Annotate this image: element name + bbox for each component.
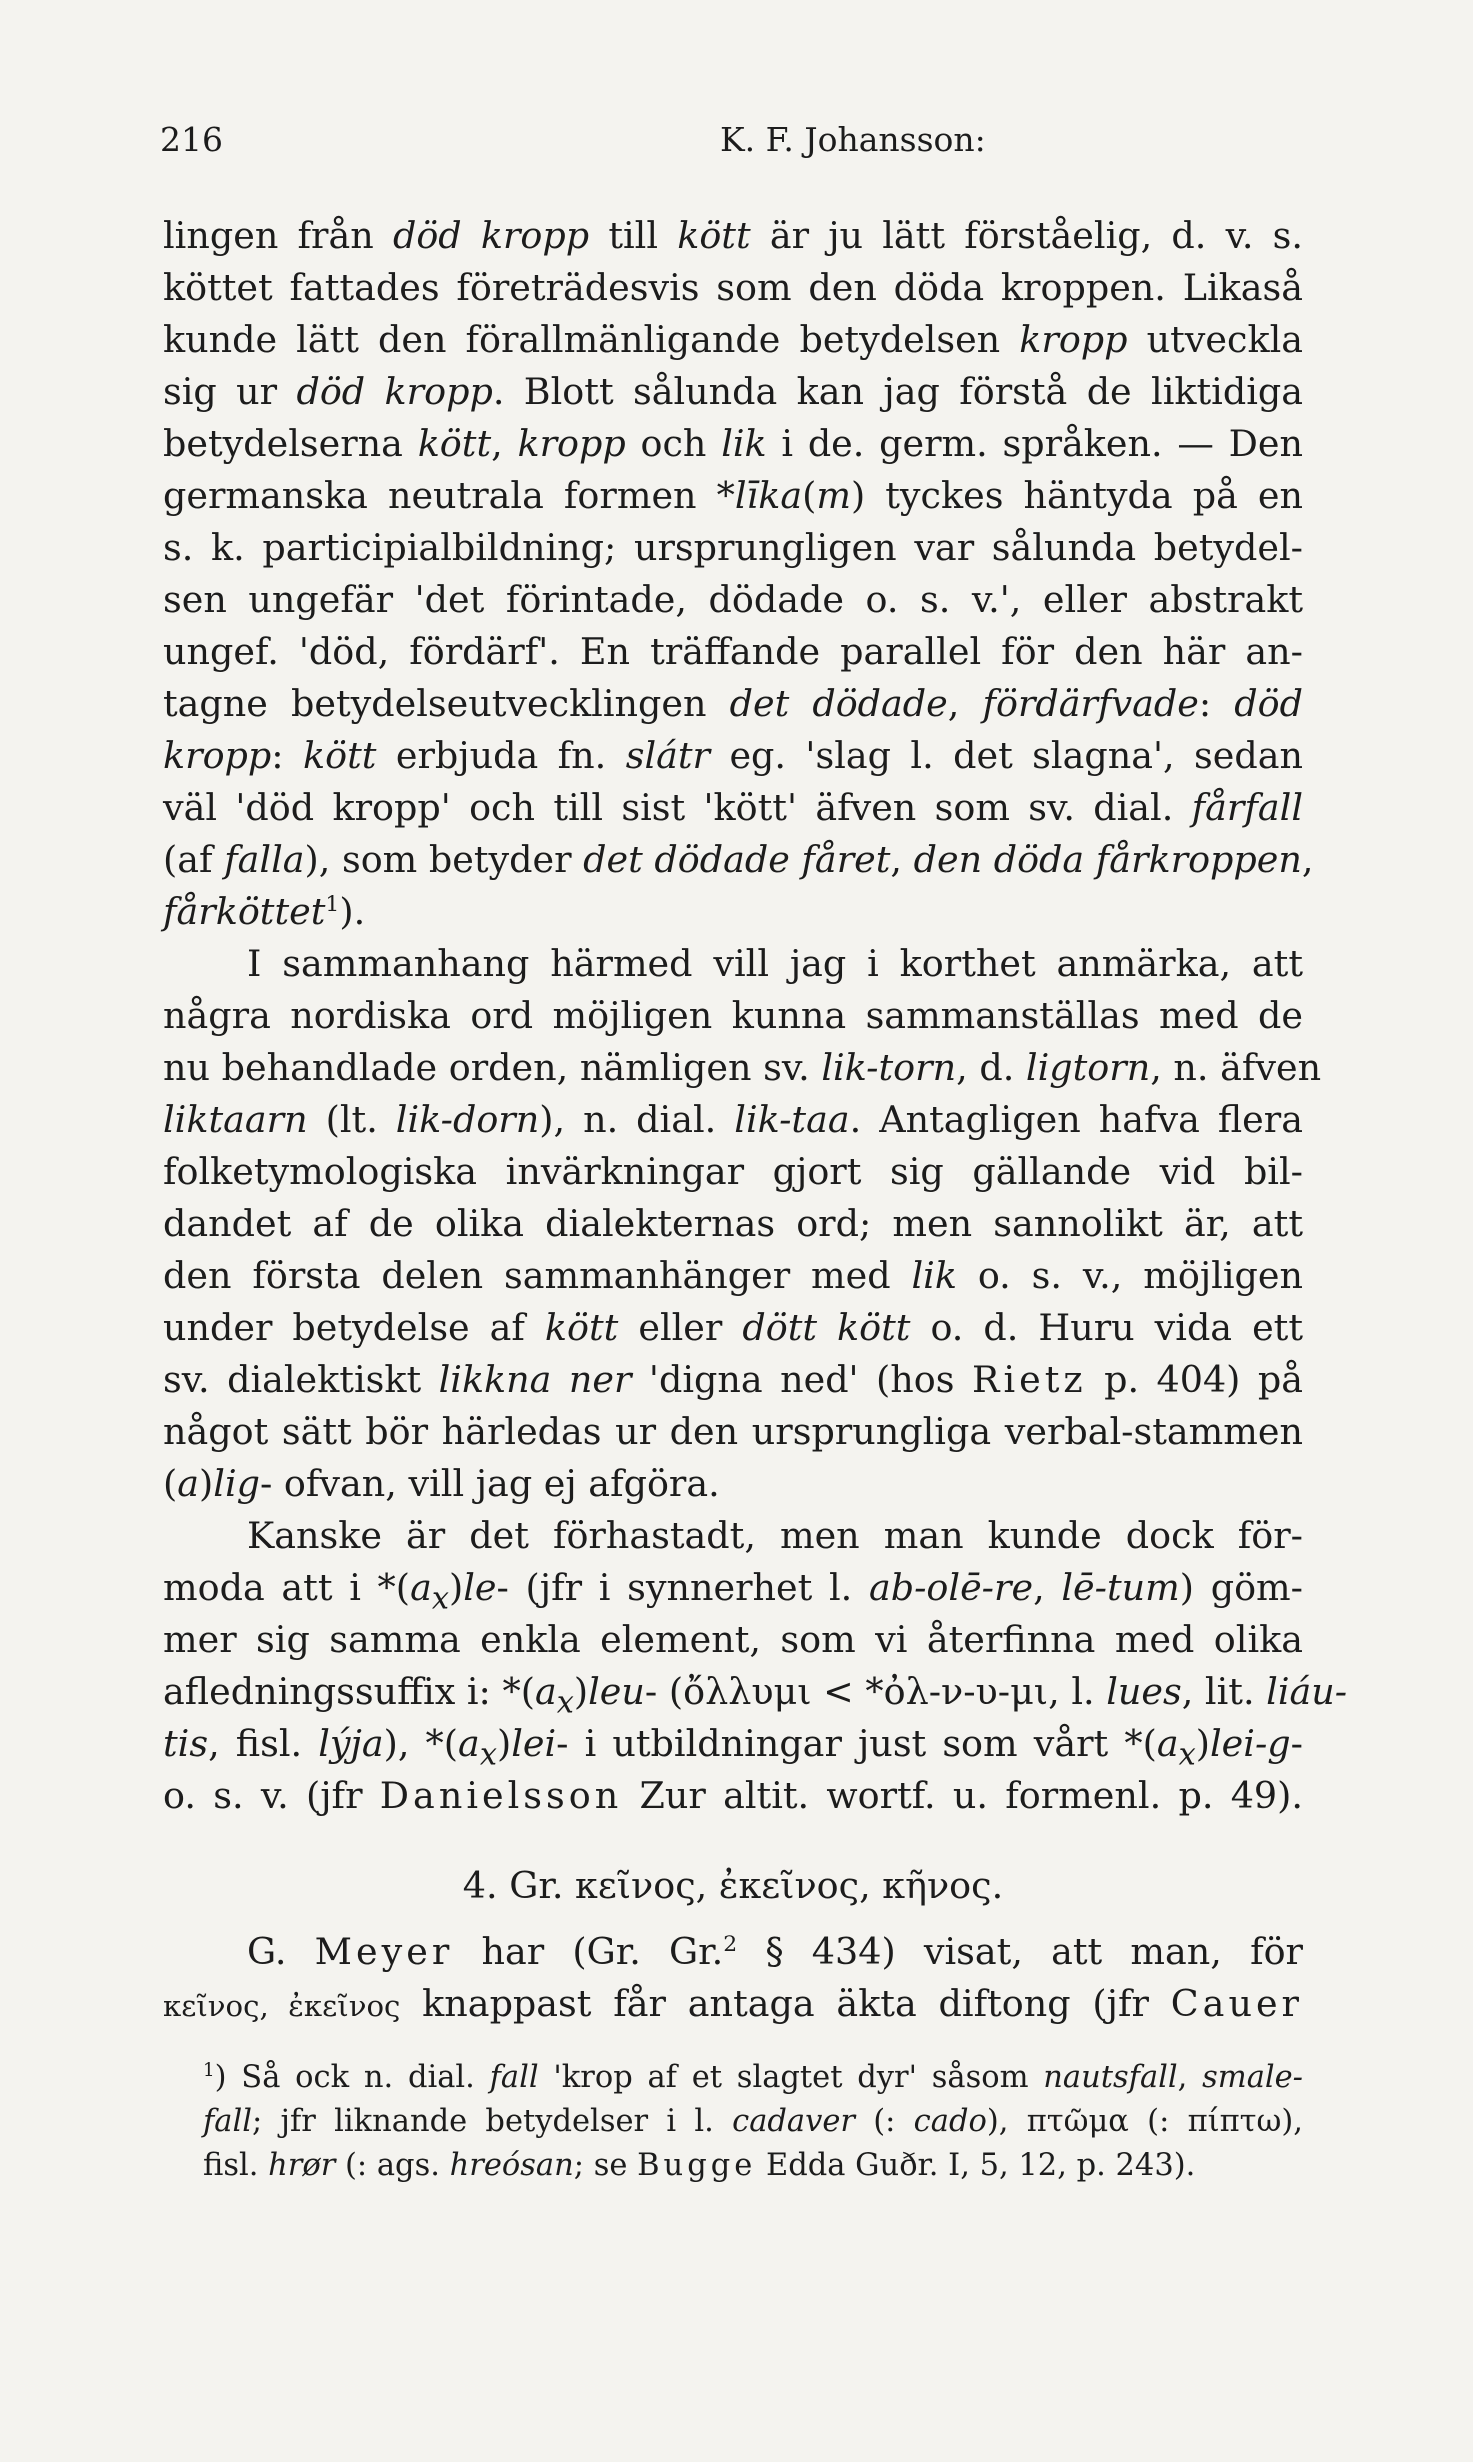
page-header: [160, 120, 1310, 164]
running-head: K. F. Johansson:: [720, 120, 986, 159]
text-line: tis, fisl. lýja), $*(a_x)lei-$ i utbildningar just som vårt $*(a_x)lei-g-$: [163, 1722, 1303, 1773]
text-line: κεῖνος, ἐκεῖνος knappast får antaga äkta diftong (jfr Cauer: [163, 1982, 1303, 2025]
text-line: afledningssuffix i: $*(a_x)leu-$ (ὄλλυμι < *ὀλ-ν-υ-μι, l. lues, lit. liáu-: [163, 1670, 1348, 1721]
text-line: sen ungefär 'det förintade, dödade o. s. v.', eller abstrakt: [163, 578, 1303, 621]
text-line: fårköttet$^1$).: [163, 890, 366, 933]
text-line: I sammanhang härmed vill jag i korthet anmärka, att: [247, 942, 1303, 985]
text-line: ungef. 'död, fördärf'. En träffande parallel för den här an-: [163, 630, 1303, 673]
text-line: Kanske är det förhastadt, men man kunde dock för-: [247, 1514, 1303, 1557]
text-line: något sätt bör härledas ur den ursprungliga verbal-stammen: [163, 1410, 1303, 1453]
text-line: kropp: kött erbjuda fn. slátr eg. 'slag l. det slagna', sedan: [163, 734, 1304, 777]
text-line: s. k. participialbildning; ursprungligen var sålunda betydel-: [163, 526, 1303, 569]
text-line: dandet af de olika dialekternas ord; men sannolikt är, att: [163, 1202, 1303, 1245]
paragraph-1: [163, 210, 1314, 938]
text-line: moda att i $*(a_x)le-$ (jfr i synnerhet l. ab-olē-re, lē-tum) göm-: [163, 1566, 1303, 1617]
text-line: (a)lig- ofvan, vill jag ej afgöra.: [163, 1462, 720, 1505]
text-line: nu behandlade orden, nämligen sv. lik-torn, d. ligtorn, n. äfven: [163, 1046, 1322, 1089]
text-line: tagne betydelseutvecklingen det dödade, fördärfvade: död: [163, 682, 1303, 725]
text-line: sv. dialektiskt likkna ner 'digna ned' (hos Rietz p. 404) på: [163, 1358, 1303, 1401]
text-line: (af falla), som betyder det dödade fåret, den döda fårkroppen,: [163, 838, 1314, 881]
footnote-line: $^1$) Så ock n. dial. fall 'krop af et slagtet dyr' såsom nautsfall, smale-: [203, 2059, 1303, 2095]
text-line: mer sig samma enkla element, som vi återfinna med olika: [163, 1618, 1303, 1661]
page-body: [163, 210, 1348, 2188]
text-line: kunde lätt den förallmänligande betydelsen kropp utveckla: [163, 318, 1304, 361]
page-number: 216: [160, 120, 223, 159]
footnote: [163, 2056, 1303, 2188]
text-line: köttet fattades företrädesvis som den döda kroppen. Likaså: [163, 266, 1303, 309]
text-line: den första delen sammanhänger med lik o. s. v., möjligen: [163, 1254, 1303, 1297]
footnote-line: fall; jfr liknande betydelser i l. cadaver (: cado), πτῶμα (: πίπτω),: [203, 2104, 1303, 2139]
section-heading: 4. Gr. κεῖνος, ἐκεῖνος, κῆνος.: [462, 1864, 1004, 1907]
text-line: under betydelse af kött eller dött kött o. d. Huru vida ett: [163, 1306, 1304, 1349]
text-line: o. s. v. (jfr Danielsson Zur altit. wortf. u. formenl. p. 49).: [163, 1774, 1303, 1817]
text-line: folketymologiska invärkningar gjort sig gällande vid bil-: [163, 1150, 1303, 1193]
text-line: väl 'död kropp' och till sist 'kött' äfven som sv. dial. fårfall: [163, 786, 1303, 829]
paragraph-3: [163, 1510, 1348, 1822]
text-line: några nordiska ord möjligen kunna sammanställas med de: [163, 994, 1303, 1037]
paragraph-4: [163, 1926, 1303, 2030]
text-line: betydelserna kött, kropp och lik i de. germ. språken. — Den: [163, 422, 1303, 465]
text-line: sig ur död kropp. Blott sålunda kan jag förstå de liktidiga: [163, 370, 1303, 413]
text-line: germanska neutrala formen *līka(m) tyckes häntyda på en: [163, 474, 1303, 517]
footnote-line: fisl. hrør (: ags. hreósan; se Bugge Edda Guðr. I, 5, 12, p. 243).: [203, 2148, 1196, 2183]
text-line: G. Meyer har (Gr. Gr.$^2$ § 434) visat, att man, för: [247, 1930, 1304, 1973]
paragraph-2: [163, 938, 1322, 1510]
text-line: liktaarn (lt. lik-dorn), n. dial. lik-taa. Antagligen hafva flera: [163, 1098, 1303, 1141]
text-line: lingen från död kropp till kött är ju lätt förståelig, d. v. s.: [163, 214, 1303, 257]
